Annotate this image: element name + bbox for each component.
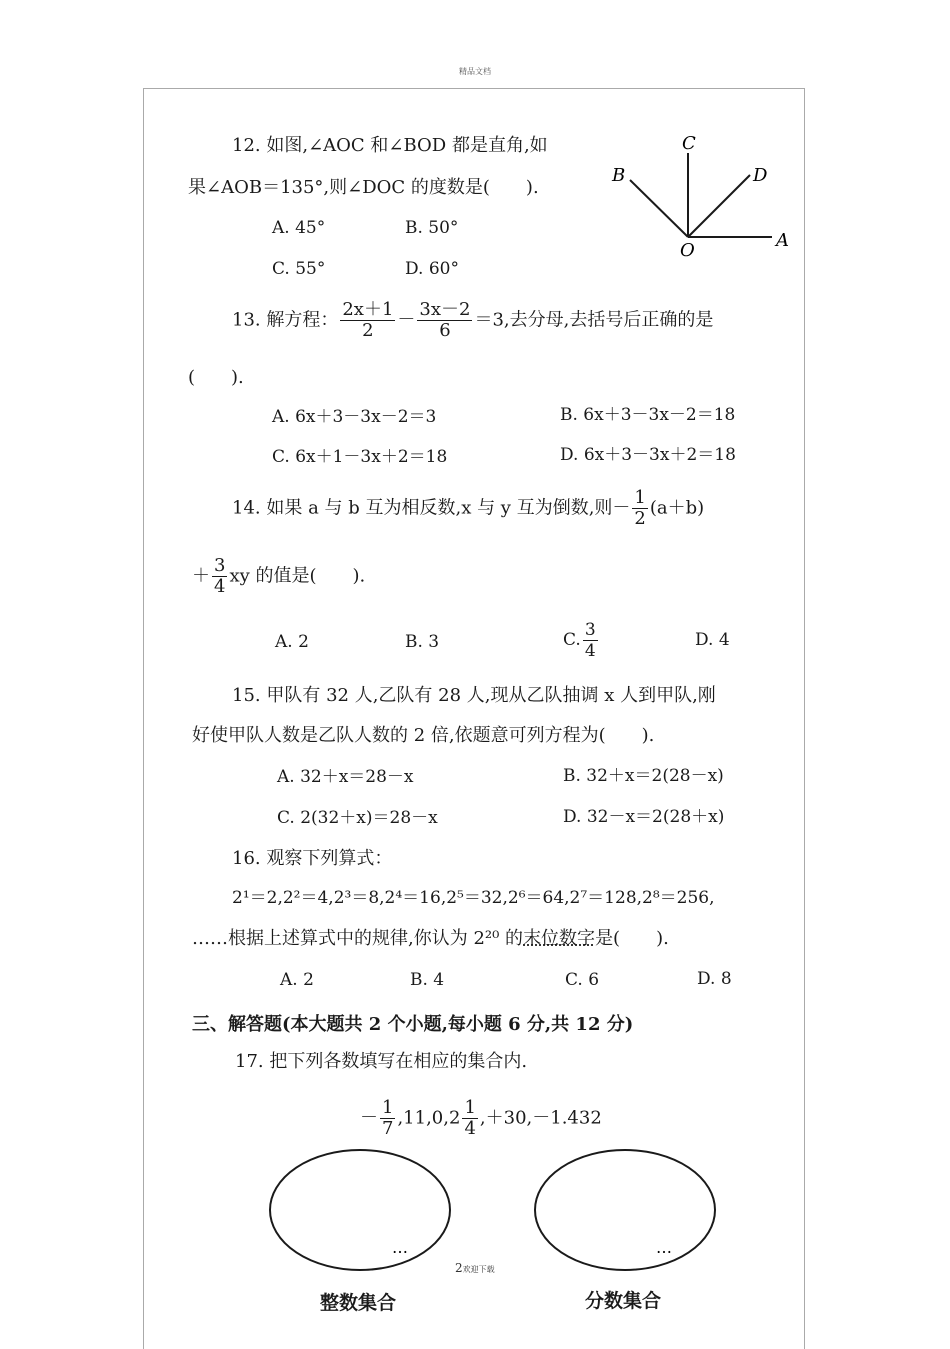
ray-od — [688, 175, 750, 237]
q13-fraction-2 — [417, 300, 472, 341]
q14-option-b: B. 3 — [405, 632, 440, 652]
integer-set-caption: 整数集合 — [320, 1292, 397, 1314]
q13-line2: ( ). — [188, 367, 244, 388]
q13-f1-den: 2 — [362, 320, 374, 341]
q16-emphasis-last-digit: 末位数字 — [523, 928, 596, 949]
page-footer — [455, 1261, 495, 1275]
q16-line3-end: 是( ). — [595, 928, 669, 949]
q14-f2-num: 3 — [214, 555, 226, 576]
q15-option-a: A. 32＋x＝28－x — [277, 767, 414, 787]
q13-option-c: C. 6x＋1－3x＋2＝18 — [272, 447, 448, 467]
integer-set-ellipsis: … — [392, 1238, 408, 1257]
q12-line2: 果∠AOB＝135°,则∠DOC 的度数是( ). — [188, 177, 539, 198]
q14-fraction-34 — [212, 556, 227, 597]
q14-tail: (a＋b) — [649, 497, 705, 519]
q12-option-d: D. 60° — [405, 259, 459, 279]
q16-option-c: C. 6 — [565, 970, 600, 990]
q12-option-c: C. 55° — [272, 259, 326, 279]
q15-line1: 15. 甲队有 32 人,乙队有 28 人,现从乙队抽调 x 人到甲队,刚 — [232, 685, 716, 706]
q14-suffix: xy 的值是( ). — [229, 565, 366, 587]
label-b: B — [612, 165, 626, 186]
q12-line1: 12. 如图,∠AOC 和∠BOD 都是直角,如 — [232, 135, 548, 156]
q16-option-d: D. 8 — [697, 969, 732, 989]
q14-plus: ＋ — [192, 565, 210, 587]
q13-option-a: A. 6x＋3－3x－2＝3 — [272, 407, 437, 427]
q14-fraction-half — [632, 488, 647, 529]
q14-f-num: 1 — [634, 487, 646, 508]
q14-c-den: 4 — [584, 641, 596, 661]
integer-set-ellipse — [270, 1150, 450, 1270]
label-c: C — [682, 133, 696, 154]
q16-line1: 16. 观察下列算式： — [232, 848, 393, 869]
q17-line1: 17. 把下列各数填写在相应的集合内. — [235, 1051, 528, 1072]
q14-c-num: 3 — [584, 620, 596, 640]
q14-f2-den: 4 — [214, 576, 226, 597]
section-title: 三、解答题(本大题共 2 个小题,每小题 6 分,共 12 分) — [192, 1014, 634, 1035]
ray-ob — [630, 180, 688, 237]
q16-line2: 2¹＝2,2²＝4,2³＝8,2⁴＝16,2⁵＝32,2⁶＝64,2⁷＝128,2⁸＝256, — [232, 888, 715, 908]
q13-f2-den: 6 — [439, 320, 451, 341]
q14-prefix: 14. 如果 a 与 b 互为相反数,x 与 y 互为倒数,则－ — [232, 497, 631, 519]
label-d: D — [753, 165, 768, 186]
fraction-set-ellipse — [535, 1150, 715, 1270]
page-number: 2 — [455, 1261, 463, 1275]
set-ellipses — [260, 1145, 730, 1285]
q14-option-d: D. 4 — [695, 630, 730, 650]
q13-line1 — [232, 300, 713, 341]
q17-f1-num: 1 — [382, 1097, 394, 1118]
q14-c-fraction — [583, 620, 598, 661]
label-o: O — [680, 240, 695, 261]
q12-option-a: A. 45° — [272, 218, 326, 238]
q17-fraction-14 — [462, 1098, 477, 1139]
q14-line1 — [232, 488, 704, 529]
q17-numbers — [360, 1098, 602, 1139]
q15-option-d: D. 32－x＝2(28＋x) — [563, 807, 725, 827]
fraction-set-ellipsis: … — [656, 1238, 672, 1257]
q12-option-b: B. 50° — [405, 218, 459, 238]
q13-option-d: D. 6x＋3－3x＋2＝18 — [560, 445, 736, 465]
page-header: 精品文档 — [459, 67, 491, 76]
q17-f2-den: 4 — [464, 1118, 476, 1139]
q17-neg-sign: － — [360, 1107, 378, 1129]
q13-f2-num: 3x－2 — [419, 299, 471, 320]
q17-f2-num: 1 — [464, 1097, 476, 1118]
q14-line2 — [192, 556, 365, 597]
q16-line3 — [192, 927, 669, 951]
q14-c-label: C. — [563, 630, 581, 650]
q13-option-b: B. 6x＋3－3x－2＝18 — [560, 405, 736, 425]
q16-line3-start: ……根据上述算式中的规律,你认为 2²⁰ 的 — [192, 928, 524, 949]
q17-fraction-17 — [380, 1098, 395, 1139]
q17-end: ,＋30,－1.432 — [479, 1107, 602, 1129]
q17-f1-den: 7 — [382, 1118, 394, 1139]
q13-minus: － — [397, 309, 416, 331]
q17-mid: ,11,0,2 — [397, 1107, 461, 1129]
fraction-set-caption: 分数集合 — [585, 1290, 662, 1312]
footer-text: 欢迎下载 — [462, 1265, 495, 1274]
q13-fraction-1 — [340, 300, 395, 341]
q15-option-b: B. 32＋x＝2(28－x) — [563, 766, 724, 786]
label-a: A — [776, 230, 789, 251]
q14-option-a: A. 2 — [275, 632, 309, 652]
q16-option-b: B. 4 — [410, 970, 445, 990]
q13-suffix: ＝3,去分母,去括号后正确的是 — [474, 309, 714, 331]
q15-line2: 好使甲队人数是乙队人数的 2 倍,依题意可列方程为( ). — [192, 725, 655, 746]
q15-option-c: C. 2(32＋x)＝28－x — [277, 808, 438, 828]
q14-option-c — [563, 620, 600, 661]
q13-prefix: 13. 解方程： — [232, 309, 339, 331]
q14-f-den: 2 — [634, 508, 646, 529]
angle-figure — [600, 125, 800, 265]
q13-f1-num: 2x＋1 — [342, 299, 394, 320]
q16-option-a: A. 2 — [280, 970, 314, 990]
